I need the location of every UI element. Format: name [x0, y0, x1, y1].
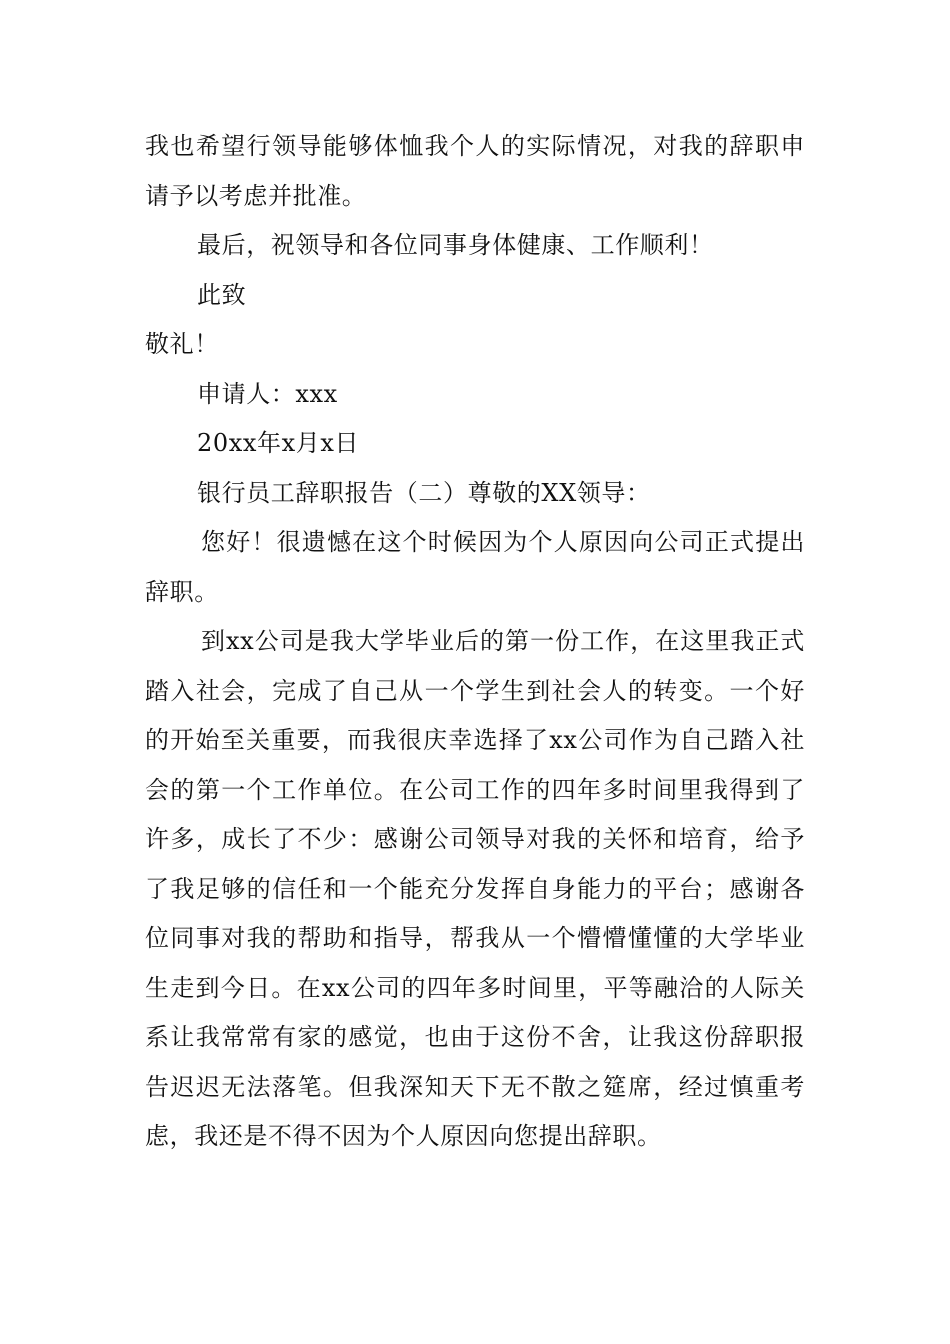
paragraph-body-main: 到xx公司是我大学毕业后的第一份工作，在这里我正式踏入社会，完成了自己从一个学生到社会人的转变。一个好的开始至关重要，而我很庆幸选择了xx公司作为自己踏入社会的第一个工作单位。在公司工作的四年多时间里我得到了许多，成长了不少：感谢公司领导对我的关怀和培育，给予了我足够的信任和一个能充分发挥自身能力的平台；感谢各位同事对我的帮助和指导，帮我从一个懵懵懂懂的大学毕业生走到今日。在xx公司的四年多时间里，平等融洽的人际关系让我常常有家的感觉，也由于这份不舍，让我这份辞职报告迟迟无法落笔。但我深知天下无不散之筵席，经过慎重考虑，我还是不得不因为个人原因向您提出辞职。: [145, 627, 805, 1150]
paragraph-salutation-jingli: 敬礼！: [145, 330, 219, 358]
paragraph-salutation-cizhi: 此致: [197, 280, 247, 309]
paragraph-date: 20xx年x月x日: [197, 429, 360, 457]
paragraph-closing-wishes: 最后，祝领导和各位同事身体健康、工作顺利！: [197, 231, 714, 259]
paragraph-greeting: 您好！很遗憾在这个时候因为个人原因向公司正式提出辞职。: [145, 528, 805, 606]
paragraph-approval-request: 我也希望行领导能够体恤我个人的实际情况，对我的辞职申请予以考虑并批准。: [145, 132, 805, 210]
paragraph-applicant: 申请人：xxx: [197, 379, 338, 408]
paragraph-report-title: 银行员工辞职报告（二）尊敬的XX领导：: [197, 478, 651, 507]
document-body: [145, 122, 805, 1162]
